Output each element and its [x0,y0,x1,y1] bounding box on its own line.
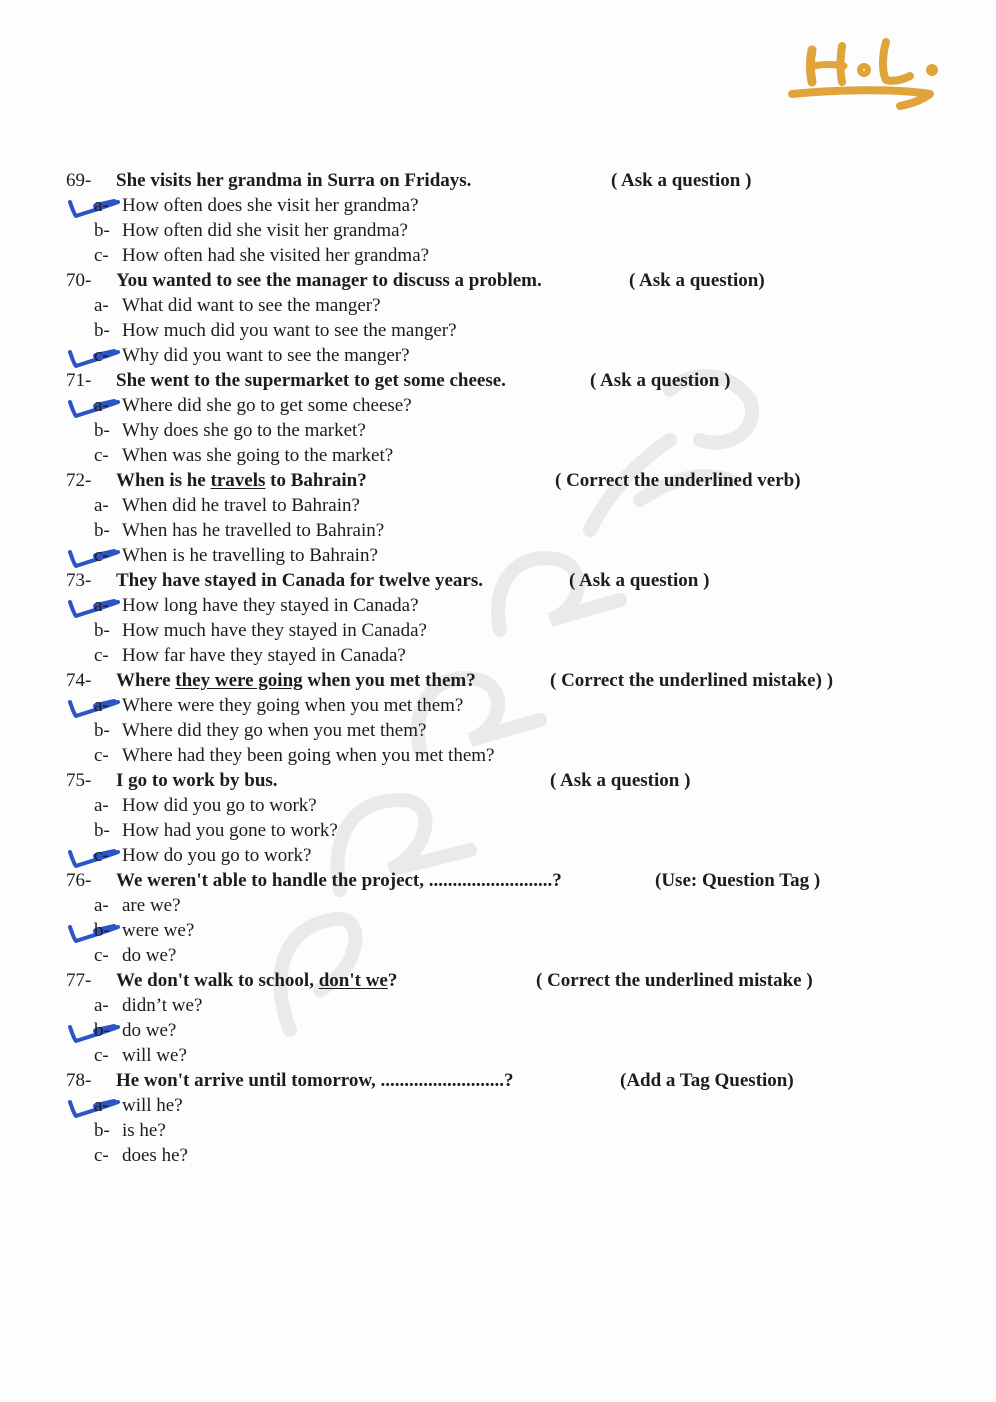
option-letter: c- [94,845,109,866]
option-letter: a- [94,895,109,916]
question-line [66,768,946,793]
answer-option[interactable] [66,943,946,968]
answer-option[interactable] [66,793,946,818]
option-text: were we? [122,920,195,941]
option-text: Where did she go to get some cheese? [122,395,412,416]
question-number: 75- [66,770,92,791]
option-letter: c- [94,1045,109,1066]
question-77 [66,968,946,1068]
signature-logo [782,20,942,120]
question-line [66,168,946,193]
question-72 [66,468,946,568]
question-line [66,968,946,993]
question-number: 72- [66,470,92,491]
option-text: How had you gone to work? [122,820,338,841]
option-letter: b- [94,520,110,541]
text-segment: We weren't able to handle the project, ..........................? [116,870,562,891]
option-text: How often had she visited her grandma? [122,245,430,266]
question-text [116,1068,514,1093]
question-70 [66,268,946,368]
option-letter: c- [94,245,109,266]
option-letter: a- [94,295,109,316]
option-letter: b- [94,320,110,341]
text-segment: They have stayed in Canada for twelve years. [116,570,483,591]
text-segment: You wanted to see the manager to discuss a problem. [116,270,542,291]
option-letter: b- [94,1020,110,1041]
question-text [116,968,397,993]
question-text [116,568,483,593]
underlined-segment: don't we [318,970,388,991]
option-text: Why does she go to the market? [122,420,366,441]
answer-option[interactable] [66,1043,946,1068]
text-segment: She went to the supermarket to get some cheese. [116,370,506,391]
text-segment: He won't arrive until tomorrow, ..........................? [116,1070,514,1091]
option-text: do we? [122,1020,177,1041]
answer-option[interactable] [66,518,946,543]
question-number: 69- [66,170,92,191]
option-letter: c- [94,1145,109,1166]
question-number: 76- [66,870,92,891]
question-71 [66,368,946,468]
option-letter: b- [94,720,110,741]
question-instruction: ( Correct the underlined verb) [555,470,801,491]
question-text [116,668,476,693]
option-text: is he? [122,1120,166,1141]
question-instruction: (Use: Question Tag ) [655,870,821,891]
option-text: When did he travel to Bahrain? [122,495,360,516]
question-instruction: ( Ask a question ) [550,770,691,791]
question-number: 77- [66,970,92,991]
option-text: How far have they stayed in Canada? [122,645,406,666]
option-letter: a- [94,395,109,416]
option-text: When is he travelling to Bahrain? [122,545,378,566]
answer-option[interactable] [66,618,946,643]
answer-option[interactable] [66,993,946,1018]
option-letter: b- [94,420,110,441]
question-74 [66,668,946,768]
text-segment: She visits her grandma in Surra on Fridays. [116,170,472,191]
text-segment: When is he [116,470,211,491]
question-instruction: ( Correct the underlined mistake) ) [550,670,834,691]
question-76 [66,868,946,968]
question-instruction: ( Ask a question ) [611,170,752,191]
option-letter: c- [94,345,109,366]
answer-option[interactable] [66,1093,946,1118]
text-segment: We don't walk to school, [116,970,319,991]
option-letter: b- [94,220,110,241]
text-segment: ? [387,970,398,991]
option-letter: c- [94,545,109,566]
answer-option[interactable] [66,493,946,518]
question-text [116,468,367,493]
answer-option[interactable] [66,1143,946,1168]
option-letter: a- [94,595,109,616]
question-78 [66,1068,946,1168]
answer-option[interactable] [66,218,946,243]
question-instruction: ( Correct the underlined mistake ) [536,970,813,991]
question-number: 71- [66,370,92,391]
question-line [66,868,946,893]
answer-option[interactable] [66,1118,946,1143]
question-number: 73- [66,570,92,591]
option-text: What did want to see the manger? [122,295,381,316]
question-73 [66,568,946,668]
question-instruction: ( Ask a question ) [569,570,710,591]
answer-option[interactable] [66,393,946,418]
answer-option[interactable] [66,543,946,568]
question-text [116,868,562,893]
option-text: How much have they stayed in Canada? [122,620,427,641]
option-letter: a- [94,795,109,816]
option-letter: c- [94,945,109,966]
option-text: didn’t we? [122,995,203,1016]
answer-option[interactable] [66,743,946,768]
option-text: Where did they go when you met them? [122,720,427,741]
option-text: When has he travelled to Bahrain? [122,520,385,541]
option-text: Why did you want to see the manger? [122,345,410,366]
option-letter: b- [94,920,110,941]
answer-option[interactable] [66,918,946,943]
option-text: will he? [122,1095,183,1116]
answer-option[interactable] [66,1018,946,1043]
option-text: How much did you want to see the manger? [122,320,457,341]
answer-option[interactable] [66,243,946,268]
text-segment: to Bahrain? [265,470,367,491]
question-text [116,268,542,293]
option-text: do we? [122,945,177,966]
answer-option[interactable] [66,343,946,368]
option-letter: a- [94,495,109,516]
option-letter: a- [94,1095,109,1116]
question-line [66,368,946,393]
answer-option[interactable] [66,418,946,443]
option-text: How long have they stayed in Canada? [122,595,419,616]
answer-option[interactable] [66,443,946,468]
question-instruction: (Add a Tag Question) [620,1070,794,1091]
question-75 [66,768,946,868]
option-letter: b- [94,1120,110,1141]
question-line [66,468,946,493]
question-text [116,768,278,793]
option-text: Where were they going when you met them? [122,695,464,716]
option-letter: a- [94,695,109,716]
question-instruction: ( Ask a question) [629,270,765,291]
text-segment: I go to work by bus. [116,770,278,791]
question-text [116,368,506,393]
question-line [66,568,946,593]
option-letter: a- [94,195,109,216]
question-69 [66,168,946,268]
option-letter: c- [94,745,109,766]
underlined-segment: travels [210,470,266,491]
option-text: How did you go to work? [122,795,317,816]
answer-option[interactable] [66,818,946,843]
answer-option[interactable] [66,718,946,743]
option-text: How often does she visit her grandma? [122,195,419,216]
option-text: When was she going to the market? [122,445,394,466]
question-number: 70- [66,270,92,291]
underlined-segment: they were going [175,670,303,691]
option-text: does he? [122,1145,188,1166]
question-line [66,1068,946,1093]
question-text [116,168,471,193]
option-letter: b- [94,820,110,841]
answer-option[interactable] [66,593,946,618]
question-number: 78- [66,1070,92,1091]
question-list [66,168,946,1168]
option-letter: b- [94,620,110,641]
answer-option[interactable] [66,318,946,343]
text-segment: when you met them? [302,670,476,691]
question-instruction: ( Ask a question ) [590,370,731,391]
option-text: will we? [122,1045,187,1066]
option-text: How do you go to work? [122,845,312,866]
option-text: How often did she visit her grandma? [122,220,408,241]
answer-option[interactable] [66,193,946,218]
answer-option[interactable] [66,843,946,868]
option-letter: a- [94,995,109,1016]
text-segment: Where [116,670,176,691]
option-text: Where had they been going when you met them? [122,745,495,766]
option-text: are we? [122,895,181,916]
question-line [66,668,946,693]
question-number: 74- [66,670,92,691]
answer-option[interactable] [66,693,946,718]
question-line [66,268,946,293]
answer-option[interactable] [66,643,946,668]
option-letter: c- [94,645,109,666]
answer-option[interactable] [66,893,946,918]
option-letter: c- [94,445,109,466]
answer-option[interactable] [66,293,946,318]
